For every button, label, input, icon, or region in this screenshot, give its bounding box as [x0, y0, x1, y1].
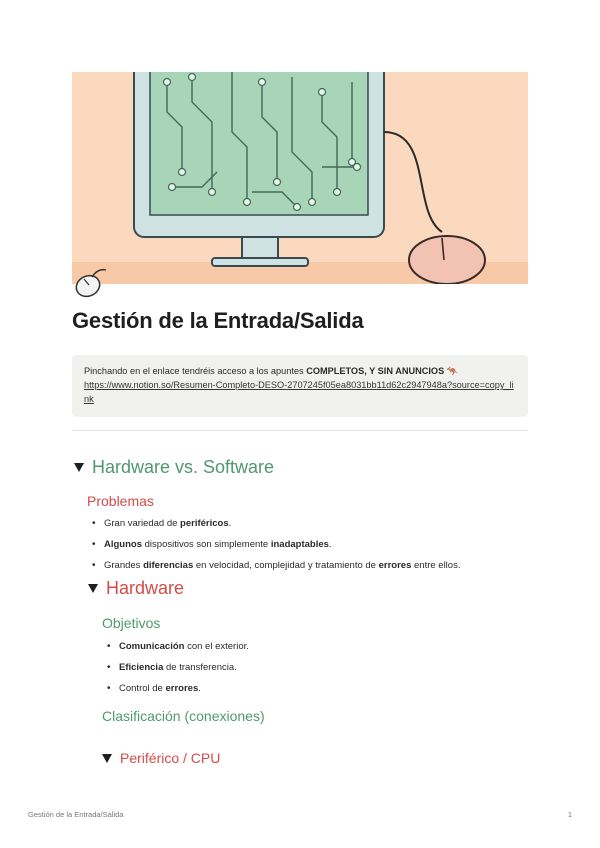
heading-hardware-vs-software: Hardware vs. Software — [92, 457, 275, 477]
callout-box — [72, 355, 528, 417]
list-item: • Eficiencia de transferencia. — [105, 662, 249, 683]
toggle-periferico-cpu[interactable] — [102, 750, 220, 766]
list-item: • Control de errores. — [105, 683, 249, 704]
page-title: Gestión de la Entrada/Salida — [72, 308, 364, 333]
list-item: • Algunos dispositivos son simplemente inadaptables. — [90, 539, 460, 560]
kangaroo-icon: 🦘 — [446, 366, 459, 376]
toggle-triangle-icon[interactable] — [102, 754, 112, 763]
divider — [72, 430, 528, 431]
callout-text: Pinchando en el enlace tendréis acceso a los apuntes — [84, 366, 307, 376]
heading-clasificacion: Clasificación (conexiones) — [102, 708, 265, 724]
cover-image — [72, 72, 528, 284]
footer-title: Gestión de la Entrada/Salida — [28, 810, 124, 819]
heading-objetivos: Objetivos — [102, 615, 161, 631]
list-item: • Gran variedad de periféricos. — [90, 518, 460, 539]
toggle-triangle-icon[interactable] — [74, 463, 84, 472]
footer-page-number: 1 — [567, 810, 572, 819]
problemas-list — [90, 518, 460, 581]
callout-bold-text: COMPLETOS, Y SIN ANUNCIOS — [306, 366, 445, 376]
heading-hardware: Hardware — [106, 578, 185, 598]
toggle-hardware[interactable] — [88, 578, 184, 599]
list-item: • Grandes diferencias en velocidad, complejidad y tratamiento de errores entre ellos. — [90, 560, 460, 581]
toggle-hardware-vs-software[interactable] — [74, 457, 274, 478]
objetivos-list — [105, 641, 249, 704]
heading-problemas: Problemas — [87, 493, 154, 509]
list-item: • Comunicación con el exterior. — [105, 641, 249, 662]
heading-periferico-cpu: Periférico / CPU — [120, 750, 221, 766]
notion-link[interactable]: https://www.notion.so/Resumen-Completo-DESO-2707245f05ea8031bb11d62c2947948a?source=copy_link — [84, 380, 514, 404]
toggle-triangle-icon[interactable] — [88, 584, 98, 593]
mouse-icon — [72, 260, 112, 300]
